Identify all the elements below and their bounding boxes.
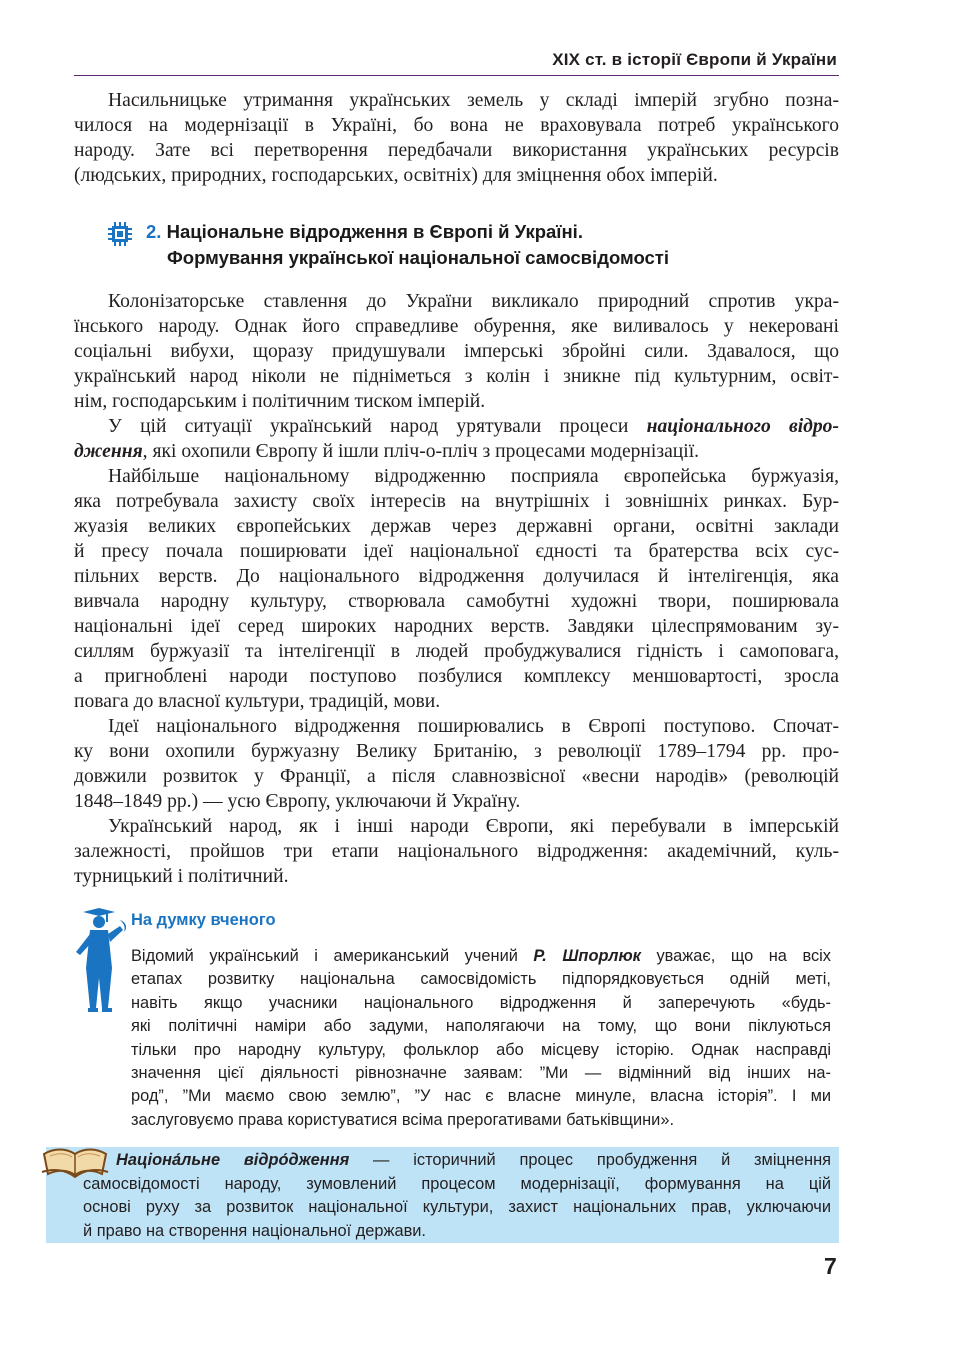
section-number: 2. <box>146 221 162 242</box>
header-rule <box>74 75 839 76</box>
text-line: які політичні наміри або задуми, наполягаючи на тому, що вони піклуються <box>131 1017 831 1036</box>
text-line: самосвідомості народу, зумовлений процесом модернізації, формування на цій <box>83 1174 831 1193</box>
text-line: український народ ніколи не підніметься з колін і зникне під культурним, освіт- <box>74 366 839 387</box>
definition-term: Націона́льне відро́дження <box>116 1151 350 1169</box>
text-line: (людських, природних, господарських, освітніх) для зміцнення обох імперій. <box>74 165 718 186</box>
scholar-name: Р. Шпорлюк <box>533 947 641 965</box>
text-line: Найбільше національному відродженню посприяла європейська буржуазія, <box>108 466 839 487</box>
section-title-line2: Формування української національної самосвідомості <box>167 247 669 268</box>
definition-text <box>83 1149 831 1243</box>
text-line: нім, господарським і політичним тиском імперій. <box>74 391 486 412</box>
text-line: жуазія великих європейських держав через державні органи, освітні заклади <box>74 516 839 537</box>
text-line: й право на створення національної держави. <box>83 1221 426 1240</box>
text-line: соціальні вибухи, щоразу придушували імперські збройні сили. Здавалося, що <box>74 341 839 362</box>
text-run: уважає, що на всіх <box>640 947 831 965</box>
text-line: повага до власної культури, традицій, мови. <box>74 691 441 712</box>
text-line: навіть якщо учасники національного відродження й заперечують «будь- <box>131 993 831 1012</box>
text-line: довжили розвиток у Франції, а після славнозвісної «весни народів» (революцій <box>74 766 839 787</box>
text-run: , які охопили Європу й ішли пліч-о-пліч з процесами модернізації. <box>142 441 700 462</box>
text-line: яка потребувала захисту своїх інтересів на внутрішніх і зовнішніх ринках. Бур- <box>74 491 839 512</box>
text-line: заслуговуємо права користуватися всіма прерогативами батьківщини». <box>131 1110 674 1129</box>
scholar-title: На думку вченого <box>131 911 276 929</box>
text-run: — історичний процес пробудження й зміцнення <box>349 1151 832 1169</box>
text-line: турницький і політичний. <box>74 866 289 887</box>
paragraph-2 <box>74 414 839 464</box>
text-run: Відомий український і американський учений <box>131 947 534 965</box>
key-term: національного відро- <box>646 416 839 437</box>
paragraph-1 <box>74 289 839 414</box>
paragraph-4 <box>74 714 839 814</box>
text-line <box>74 439 839 464</box>
text-line <box>131 945 831 968</box>
text-line: ку вони охопили буржуазну Велику Британію, з революції 1789–1794 рр. про- <box>74 741 839 762</box>
text-line: етапах розвитку національна самосвідомість підпорядковується одній меті, <box>131 970 831 989</box>
chip-icon <box>108 222 132 246</box>
text-line: значення цієї діяльності рівнозначне заявам: ”Ми — відмінний від інших на- <box>131 1063 831 1082</box>
section-heading <box>146 219 669 271</box>
text-run: У цій ситуації український народ урятували процеси <box>108 416 647 437</box>
key-term: дження <box>74 441 143 462</box>
text-line: род”, ”Ми маємо свою землю”, ”У нас є власне минуле, власна історія”. І ми <box>131 1087 831 1106</box>
text-line <box>74 414 839 439</box>
text-line: залежності, пройшов три етапи національного відродження: академічний, куль- <box>74 841 839 862</box>
intro-paragraph <box>74 88 839 188</box>
text-line <box>83 1149 831 1173</box>
text-line: Український народ, як і інші народи Європи, які перебували в імперській <box>108 816 839 837</box>
text-line: народу. Зате всі перетворення передбачали використання українських ресурсів <box>74 140 839 161</box>
running-header: XIX ст. в історії Європи й України <box>552 50 837 69</box>
scholar-icon <box>68 908 130 1018</box>
page-number: 7 <box>824 1253 837 1279</box>
text-line: а пригноблені народи поступово позбулися комплексу меншовартості, зросла <box>74 666 839 687</box>
text-line: пільних верств. До національного відродження долучилася й інтелігенція, яка <box>74 566 839 587</box>
section-title-line1: Національне відродження в Європі й Україні. <box>166 221 583 242</box>
scholar-quote <box>131 945 831 1132</box>
text-line: основі руху за розвиток національної культури, захист національних прав, уключаючи <box>83 1198 831 1216</box>
text-line: Колонізаторське ставлення до України викликало природний спротив укра- <box>108 291 839 312</box>
text-line: чилося на модернізації в Україні, бо вона не враховувала потреб українського <box>74 115 839 136</box>
text-line: тільки про народну культуру, фольклор або місцеву історію. Однак насправді <box>131 1040 831 1059</box>
text-line: Насильницьке утримання українських земель у складі імперій згубно позна- <box>108 90 839 111</box>
text-line: 1848–1849 рр.) — усю Європу, уключаючи й Україну. <box>74 791 521 812</box>
text-line: вивчала народну культуру, створювала самобутні художні твори, поширювала <box>74 591 839 612</box>
text-line: силлям буржуазії та інтелігенції в людей пробуджувалися гідність і самоповага, <box>74 641 839 662</box>
text-line: Ідеї національного відродження поширювались в Європі поступово. Спочат- <box>108 716 839 737</box>
text-line: їнського народу. Однак його справедливе обурення, яке виливалось у некеровані <box>74 316 839 337</box>
paragraph-5 <box>74 814 839 889</box>
paragraph-3 <box>74 464 839 714</box>
text-line: національні ідеї серед широких народних верств. Завдяки цілеспрямованим зу- <box>74 616 839 637</box>
text-line: й пресу почала поширювати ідеї національної єдності та братерства всіх сус- <box>74 541 839 562</box>
